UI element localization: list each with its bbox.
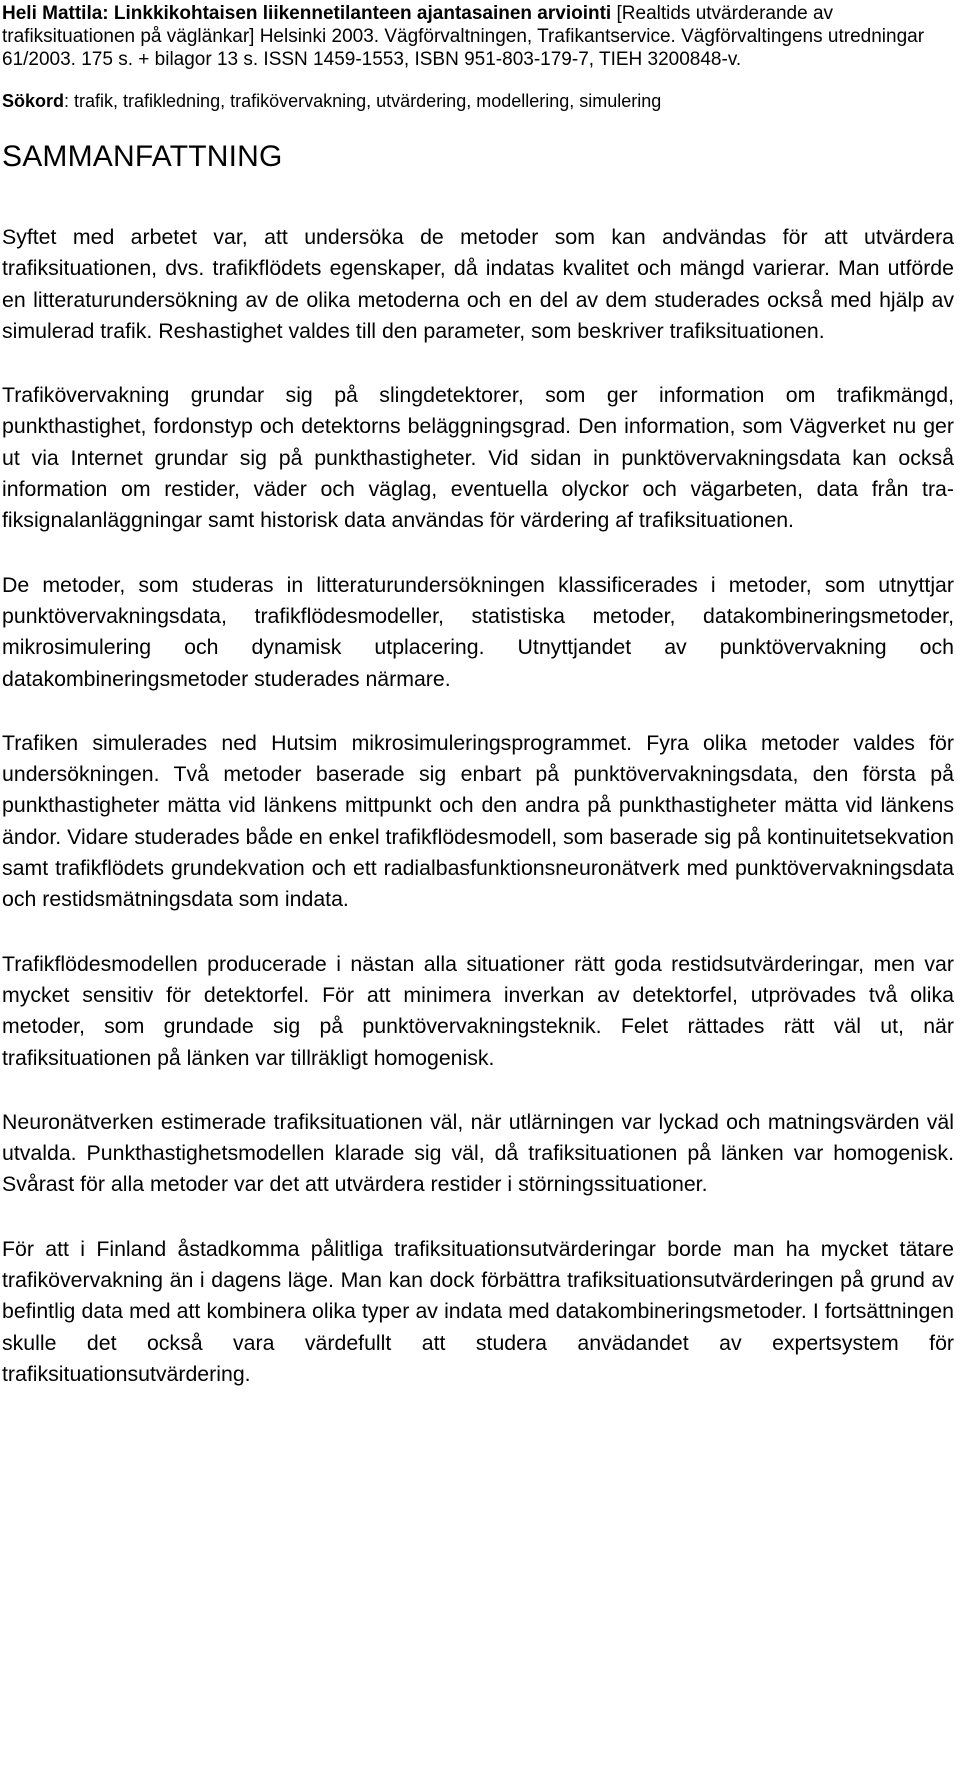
summary-paragraph: Trafikflödesmodellen producerade i nästan alla situationer rätt goda restidsutvärderingar, men var mycket sensitiv för detektorfel. För att minimera inverkan av detektorfel, utprövades två olika metoder, som grundade sig på punktövervakningsteknik. Felet rättades rätt väl ut, när trafiksituationen på länken var tillräkligt homogenisk.: [2, 951, 954, 1070]
keywords-text: : trafik, trafikledning, trafikövervakning, utvärdering, modellering, simulering: [64, 91, 662, 111]
summary-body: [2, 222, 954, 1390]
summary-heading: SAMMANFATTNING: [2, 140, 283, 173]
keywords-line: [2, 89, 954, 113]
summary-paragraph: Neuronätverken estimerade trafiksituationen väl, när utlärningen var lyckad och matningsvärden väl utvalda. Punkthastighetsmodellen klarade sig väl, då trafiksituationen på länken var homogenisk. Svårast för alla metoder var det att utvärdera restider i störningssituationer.: [2, 1109, 954, 1197]
citation-details: [Realtids utvärderande av trafiksituationen på väglänkar] Helsinki 2003. Vägförvaltningen, Trafikantservice. Vägförvaltingens utredningar 61/2003. 175 s. + bilagor 13 s. ISSN 1459-1553, ISBN 951-803-179-7, TIEH 3200848-v.: [2, 3, 925, 70]
document-page: [2, 0, 954, 1423]
summary-paragraph: De metoder, som studeras in litteraturundersökningen klassificerades i metoder, som utnyttjar punktövervakningsdata, trafikflödesmodeller, statistiska metoder, datakombineringsmetoder, mikrosimulering och dynamisk utplacering. Utnyttjandet av punktövervakning och datakombineringsmetoder studerades närmare.: [2, 572, 954, 691]
summary-paragraph: För att i Finland åstadkomma pålitliga trafiksituationsutvärderingar borde man ha mycket tätare trafikövervakning än i dagens läge. Man kan dock förbättra trafiksituationsutvärderingen på grund av befintlig data med att kombinera olika typer av indata med datakombineringsmetoder. I fortsättningen skulle det också vara värdefullt att studera anvädandet av expertsystem för trafiksituationsutvärdering.: [2, 1236, 954, 1386]
summary-paragraph: Syftet med arbetet var, att undersöka de metoder som kan andvändas för att utvärdera trafiksituationen, dvs. trafikflödets egenskaper, då indatas kvalitet och mängd varierar. Man utförde en litteraturundersökning av de olika metoderna och en del av dem studerades också med hjälp av simulerad trafik. Reshastighet valdes till den parameter, som beskriver trafiksituationen.: [2, 225, 954, 343]
keywords-label: Sökord: [2, 91, 65, 111]
citation-author-title: Heli Mattila: Linkkikohtaisen liikennetilanteen ajantasainen arviointi: [2, 3, 612, 24]
bibliographic-citation: [2, 0, 954, 71]
summary-paragraph: Trafikövervakning grundar sig på slingdetektorer, som ger information om trafikmängd, punkthastighet, fordonstyp och detektorns beläggningsgrad. Den information, som Vägverket nu ger ut via Internet grundar sig på punkthastigheter. Vid sidan in punktövervakningsdata kan också information om restider, väder och väglag, eventuella olyckor och vägarbeten, data från trafiksignalanläggningar samt historisk data användas för värdering af trafiksituationen.: [2, 383, 954, 533]
summary-paragraph: Trafiken simulerades ned Hutsim mikrosimuleringsprogrammet. Fyra olika metoder valdes för undersökningen. Två metoder baserade sig enbart på punktövervakningsdata, den första på punkthastigheter mätta vid länkens mittpunkt och den andra på punkthastigheter mätta vid länkens ändor. Vidare studerades både en enkel trafikflödesmodell, som baserade sig på kontinuitetsekvation samt trafikflödets grundekvation och ett radialbasfunktionsneuronätverk med punktövervakningsdata och restidsmätningsdata som indata.: [2, 730, 954, 912]
